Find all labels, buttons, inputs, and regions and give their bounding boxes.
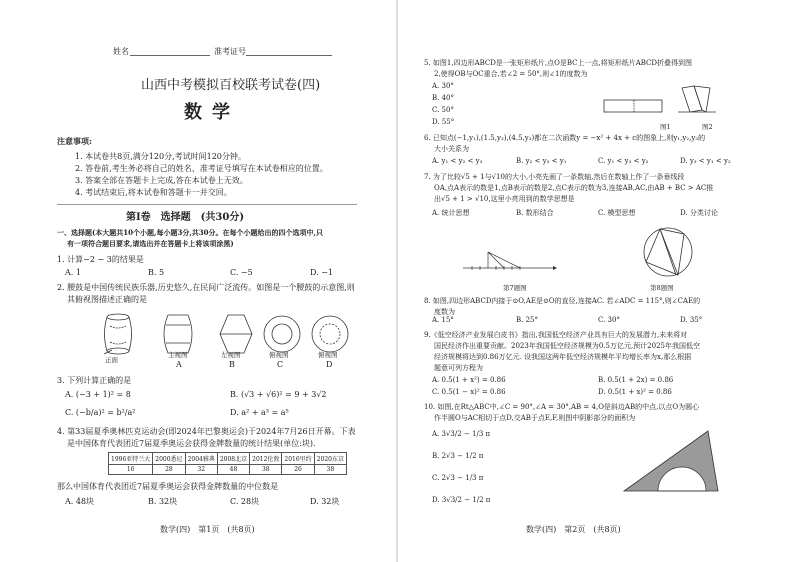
q5-stem-1: 5. 如图1,四边形ABCD是一张矩形纸片,点O是BC上一点,将矩形纸片ABCD折叠得到图: [424, 59, 692, 67]
circle-quadrilateral-figure: [638, 222, 698, 282]
q1-option-c[interactable]: C. −5: [230, 268, 253, 277]
q7-stem-3: 出√5 + 1 > √10,这里小亮用到的数学思想是: [434, 195, 575, 203]
q9-option-a[interactable]: A. 0.5(1 + x²) = 0.86: [432, 376, 506, 384]
subject-title: 数学: [184, 102, 240, 123]
q4-option-b[interactable]: B. 32块: [148, 497, 178, 506]
q2-label-top-c: 俯视图: [269, 351, 289, 359]
q2-option-a[interactable]: A: [176, 360, 182, 369]
page-title: 山西中考模拟百校联考试卷(四): [141, 78, 321, 93]
drum-3d-figure: [104, 314, 132, 354]
q6-option-b[interactable]: B. y₂ < y₃ < y₁: [516, 157, 567, 165]
q6-option-d[interactable]: D. y₃ < y₁ < y₂: [680, 157, 731, 165]
q4-stem-2: 是中国体育代表团近7届夏季奥运会获得金牌数量的统计结果(单位:块).: [67, 439, 316, 448]
exam-no-label: 准考证号: [214, 47, 246, 56]
q2-label-top-d: 俯视图: [318, 351, 338, 359]
page-footer: 数学(四) 第1页 (共8页): [160, 525, 255, 534]
q1-option-b[interactable]: B. 5: [148, 268, 165, 277]
table-cell: 48: [217, 465, 249, 475]
table-cell: 2000悉尼: [153, 453, 185, 465]
folded-strip-figure: [678, 86, 716, 112]
q2-option-b[interactable]: B: [229, 360, 235, 369]
q7-option-b[interactable]: B. 数形结合: [516, 209, 554, 217]
q2-option-c[interactable]: C: [277, 360, 284, 369]
q10-option-c[interactable]: C. 2√3 − 1/3 π: [432, 474, 484, 482]
q3-stem: 3. 下列计算正确的是: [57, 376, 132, 385]
table-cell: 38: [314, 465, 346, 475]
q9-stem-1: 9.《低空经济产业发展白皮书》指出,我国低空经济产业具有巨大的发展潜力,未来将对: [424, 331, 688, 339]
q9-option-b[interactable]: B. 0.5(1 + 2x) = 0.86: [598, 376, 674, 384]
q8-stem-2: 度数为: [434, 308, 455, 316]
q9-stem-4: 题意可列方程为: [434, 364, 483, 372]
page-footer-right: 数学(四) 第2页 (共8页): [526, 525, 621, 534]
q9-option-d[interactable]: D. 0.5(1 + x)² = 0.86: [598, 388, 672, 396]
q6-stem-1: 6. 已知点(−1,y₁),(1.5,y₂),(4.5,y₃)都在二次函数y = −x² + 4x + c的图象上,则y₁,y₂,y₃的: [424, 134, 706, 142]
table-cell: 28: [153, 465, 185, 475]
q3-option-b[interactable]: B. (√3 + √6)² = 9 + 3√2: [230, 390, 327, 399]
q9-stem-3: 经济规模将达到0.86万亿元. 设我国这两年低空经济规模年平均增长率为x,那么根据: [434, 353, 692, 361]
table-cell: 16: [109, 465, 153, 475]
page-1: [0, 0, 396, 562]
q1-option-d[interactable]: D. −1: [310, 268, 334, 277]
q8-option-b[interactable]: B. 25°: [516, 316, 539, 324]
q3-option-c[interactable]: C. (−b/a)² = b²/a²: [65, 408, 136, 417]
note-4: 4. 考试结束后,将本试卷和答题卡一并交回。: [75, 188, 232, 197]
q7-option-d[interactable]: D. 分类讨论: [680, 209, 718, 217]
number-line-figure: [458, 240, 558, 280]
q5-option-b[interactable]: B. 40°: [432, 94, 455, 102]
table-cell: 2020东京: [314, 453, 346, 465]
q6-option-c[interactable]: C. y₁ < y₃ < y₂: [598, 157, 649, 165]
q2-stem-1: 2. 腰鼓是中国传统民族乐器,历史悠久,在民间广泛流传。如图是一个腰鼓的示意图,则: [57, 283, 355, 292]
q4-stem-1: 4. 第33届夏季奥林匹克运动会(即2024年巴黎奥运会)于2024年7月26日开幕。下表: [57, 427, 356, 436]
note-3: 3. 答案全部在答题卡上完成,答在本试卷上无效。: [75, 176, 248, 185]
q5-option-d[interactable]: D. 55°: [432, 118, 455, 126]
q9-option-c[interactable]: C. 0.5(1 − x)² = 0.86: [432, 388, 506, 396]
table-cell: 32: [185, 465, 217, 475]
q4-option-a[interactable]: A. 48块: [65, 497, 95, 506]
q1-option-a[interactable]: A. 1: [65, 268, 81, 277]
medal-table-header-row: [109, 453, 347, 465]
drum-side-view: [220, 315, 252, 353]
q7-option-c[interactable]: C. 模型思想: [598, 209, 636, 217]
section-intro-2: 有一项符合题目要求,请选出并在答题卡上将该项涂黑): [67, 239, 234, 248]
q5-option-c[interactable]: C. 50°: [432, 106, 454, 114]
note-2: 2. 答卷前,考生务必将自己的姓名、准考证号填写在本试卷相应的位置。: [75, 164, 328, 173]
q6-option-a[interactable]: A. y₁ < y₂ < y₃: [432, 157, 483, 165]
table-cell: 1996亚特兰大: [109, 453, 153, 465]
q5-option-a[interactable]: A. 30°: [432, 82, 454, 90]
section-heading: 第Ⅰ卷 选择题 (共30分): [126, 212, 245, 223]
q10-stem-1: 10. 如图,在Rt△ABC中,∠C = 90°,∠A = 30°,AB = 4,O是斜边AB的中点,以点O为圆心: [424, 403, 700, 411]
fig2-caption: 图2: [702, 123, 713, 131]
medal-table: [108, 452, 347, 475]
q10-stem-2: 作半圆O与AC相切于点D,交AB于点E,F,则图中阴影部分的面积为: [434, 414, 636, 422]
q3-option-d[interactable]: D. a² + a³ = a⁵: [230, 408, 289, 417]
q7-stem-2: OA,点A表示的数是1,点B表示的数是2,点C表示的数为3,连接AB,AC,由AB + BC > AC推: [434, 184, 714, 192]
note-1: 1. 本试卷共8页,满分120分,考试时间120分钟。: [75, 152, 246, 161]
table-cell: 38: [250, 465, 282, 475]
rectangle-strip-figure: [604, 100, 662, 112]
table-cell: 26: [282, 465, 314, 475]
q1-stem: 1. 计算−2 − 3的结果是: [57, 255, 144, 264]
q8-option-c[interactable]: C. 30°: [598, 316, 620, 324]
q2-label-front: 正面: [105, 356, 118, 364]
fig7-caption: 第7题图: [503, 284, 527, 292]
q8-option-d[interactable]: D. 35°: [680, 316, 703, 324]
q2-stem-2: 其俯视图描述正确的是: [67, 295, 147, 304]
page-2: [398, 0, 794, 562]
fig1-caption: 图1: [660, 123, 671, 131]
triangle-semicircle-figure: [618, 425, 728, 495]
table-cell: 2012伦敦: [250, 453, 282, 465]
q3-option-a[interactable]: A. (−3 + 1)² = 8: [65, 390, 131, 399]
q10-option-d[interactable]: D. 3√3/2 − 1/2 π: [432, 496, 491, 504]
exam-no-line: [246, 55, 332, 56]
q2-option-d[interactable]: D: [326, 360, 333, 369]
name-line: [130, 55, 210, 56]
q8-stem: 8. 如图,四边形ABCD内接于⊙O,AE是⊙O的直径,连接AC. 若∠ADC = 115°,则∠CAE的: [424, 297, 701, 305]
q5-stem-2: 2,使得OB与OC重合,若∠2 = 50°,则∠1的度数为: [434, 70, 588, 78]
drum-front-view: [164, 315, 192, 353]
q9-stem-2: 国民经济作出重要贡献。2023年我国低空经济规模为0.5万亿元,预计2025年我国低空: [434, 342, 700, 350]
q6-stem-2: 大小关系为: [434, 145, 469, 153]
q7-option-a[interactable]: A. 统计思想: [432, 209, 470, 217]
notes-heading: 注意事项:: [57, 136, 92, 146]
fig8-caption: 第8题图: [650, 284, 674, 292]
medal-table-value-row: [109, 465, 347, 475]
quadrilateral-abcd: [646, 229, 684, 275]
q10-option-a[interactable]: A. 3√3/2 − 1/3 π: [432, 430, 491, 438]
drum-top-view-c: [264, 316, 300, 352]
q2-label-main: 主视图: [168, 351, 188, 359]
q4-option-d[interactable]: D. 32块: [310, 497, 340, 506]
divider-rule: [57, 204, 357, 205]
section-intro-1: 一、选择题(本大题共10个小题,每小题3分,共30分。在每个小题给出的四个选项中,只: [57, 228, 323, 237]
q10-option-b[interactable]: B. 2√3 − 1/2 π: [432, 452, 484, 460]
drum-top-view-d: [312, 316, 348, 352]
q2-label-left: 左视图: [221, 351, 241, 359]
name-label: 姓名: [113, 47, 129, 56]
q7-stem-1: 7. 为了比较√5 + 1与√10的大小,小亮先画了一条数轴,然后在数轴上作了一条垂线段: [424, 173, 685, 181]
table-cell: 2004雅典: [185, 453, 217, 465]
q4-question: 那么中国体育代表团近7届夏季奥运会获得金牌数量的中位数是: [57, 482, 279, 491]
q8-option-a[interactable]: A. 15°: [432, 316, 454, 324]
table-cell: 2008北京: [217, 453, 249, 465]
q4-option-c[interactable]: C. 28块: [230, 497, 260, 506]
table-cell: 2016里约: [282, 453, 314, 465]
